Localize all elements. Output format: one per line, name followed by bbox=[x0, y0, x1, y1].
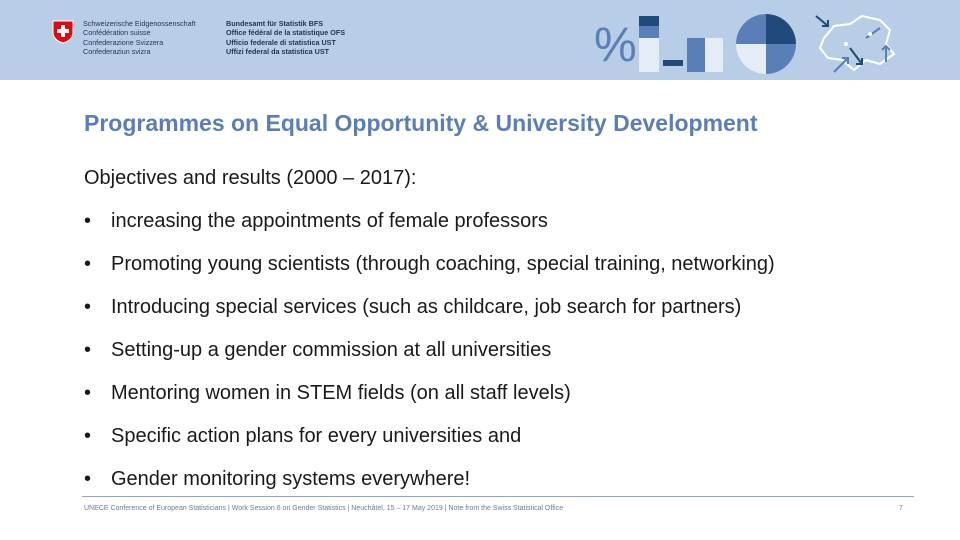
confederation-name-fr: Confédération suisse bbox=[83, 28, 151, 38]
bullet-marker: • bbox=[84, 339, 92, 361]
office-name-fr: Office fédéral de la statistique OFS bbox=[226, 28, 346, 38]
bullet-text: Setting-up a gender commission at all universities bbox=[111, 339, 552, 361]
bullet-item bbox=[84, 467, 775, 510]
bar-chart-icon bbox=[635, 10, 727, 72]
confederation-name-rm: Confederaziun svizra bbox=[83, 47, 151, 57]
bullet-marker: • bbox=[84, 468, 92, 490]
header-banner bbox=[0, 0, 960, 80]
bullet-marker: • bbox=[84, 296, 92, 318]
bullet-list bbox=[84, 209, 775, 510]
bullet-item bbox=[84, 295, 775, 338]
bullet-text: Specific action plans for every universities and bbox=[111, 425, 522, 447]
bullet-marker: • bbox=[84, 425, 92, 447]
footer-divider bbox=[82, 496, 914, 497]
swiss-coat-of-arms-icon bbox=[52, 20, 74, 44]
slide-subtitle: Objectives and results (2000 – 2017): bbox=[84, 167, 417, 189]
confederation-names bbox=[83, 19, 196, 57]
office-name-rm: Uffizi federal da statistica UST bbox=[226, 47, 330, 57]
bullet-marker: • bbox=[84, 382, 92, 404]
bullet-item bbox=[84, 338, 775, 381]
bullet-text: increasing the appointments of female professors bbox=[111, 210, 548, 232]
bullet-item bbox=[84, 209, 775, 252]
office-name-it: Ufficio federale di statistica UST bbox=[226, 37, 336, 47]
confederation-name-de: Schweizerische Eidgenossenschaft bbox=[83, 19, 196, 28]
swiss-map-arrows-icon bbox=[810, 8, 900, 78]
bullet-marker: • bbox=[84, 210, 92, 232]
office-names bbox=[226, 19, 345, 57]
page-number: 7 bbox=[899, 505, 903, 512]
office-name-de: Bundesamt für Statistik BFS bbox=[226, 19, 324, 28]
percent-icon: % bbox=[594, 19, 637, 72]
footer-text: UNECE Conference of European Statisticians | Work Session 6 on Gender Statistics | Neuchâtel, 15 – 17 May 2019 | Note from the Swiss Statistical Office bbox=[84, 505, 564, 512]
bullet-text: Introducing special services (such as childcare, job search for partners) bbox=[111, 296, 742, 318]
bullet-item bbox=[84, 381, 775, 424]
bullet-text: Promoting young scientists (through coaching, special training, networking) bbox=[111, 253, 775, 275]
bullet-text: Gender monitoring systems everywhere! bbox=[111, 468, 471, 490]
pie-chart-icon bbox=[734, 12, 798, 76]
slide-title: Programmes on Equal Opportunity & University Development bbox=[84, 110, 758, 136]
confederation-name-it: Confederazione Svizzera bbox=[83, 37, 164, 47]
bullet-text: Mentoring women in STEM fields (on all staff levels) bbox=[111, 382, 571, 404]
bullet-marker: • bbox=[84, 253, 92, 275]
bullet-item bbox=[84, 252, 775, 295]
bullet-item bbox=[84, 424, 775, 467]
